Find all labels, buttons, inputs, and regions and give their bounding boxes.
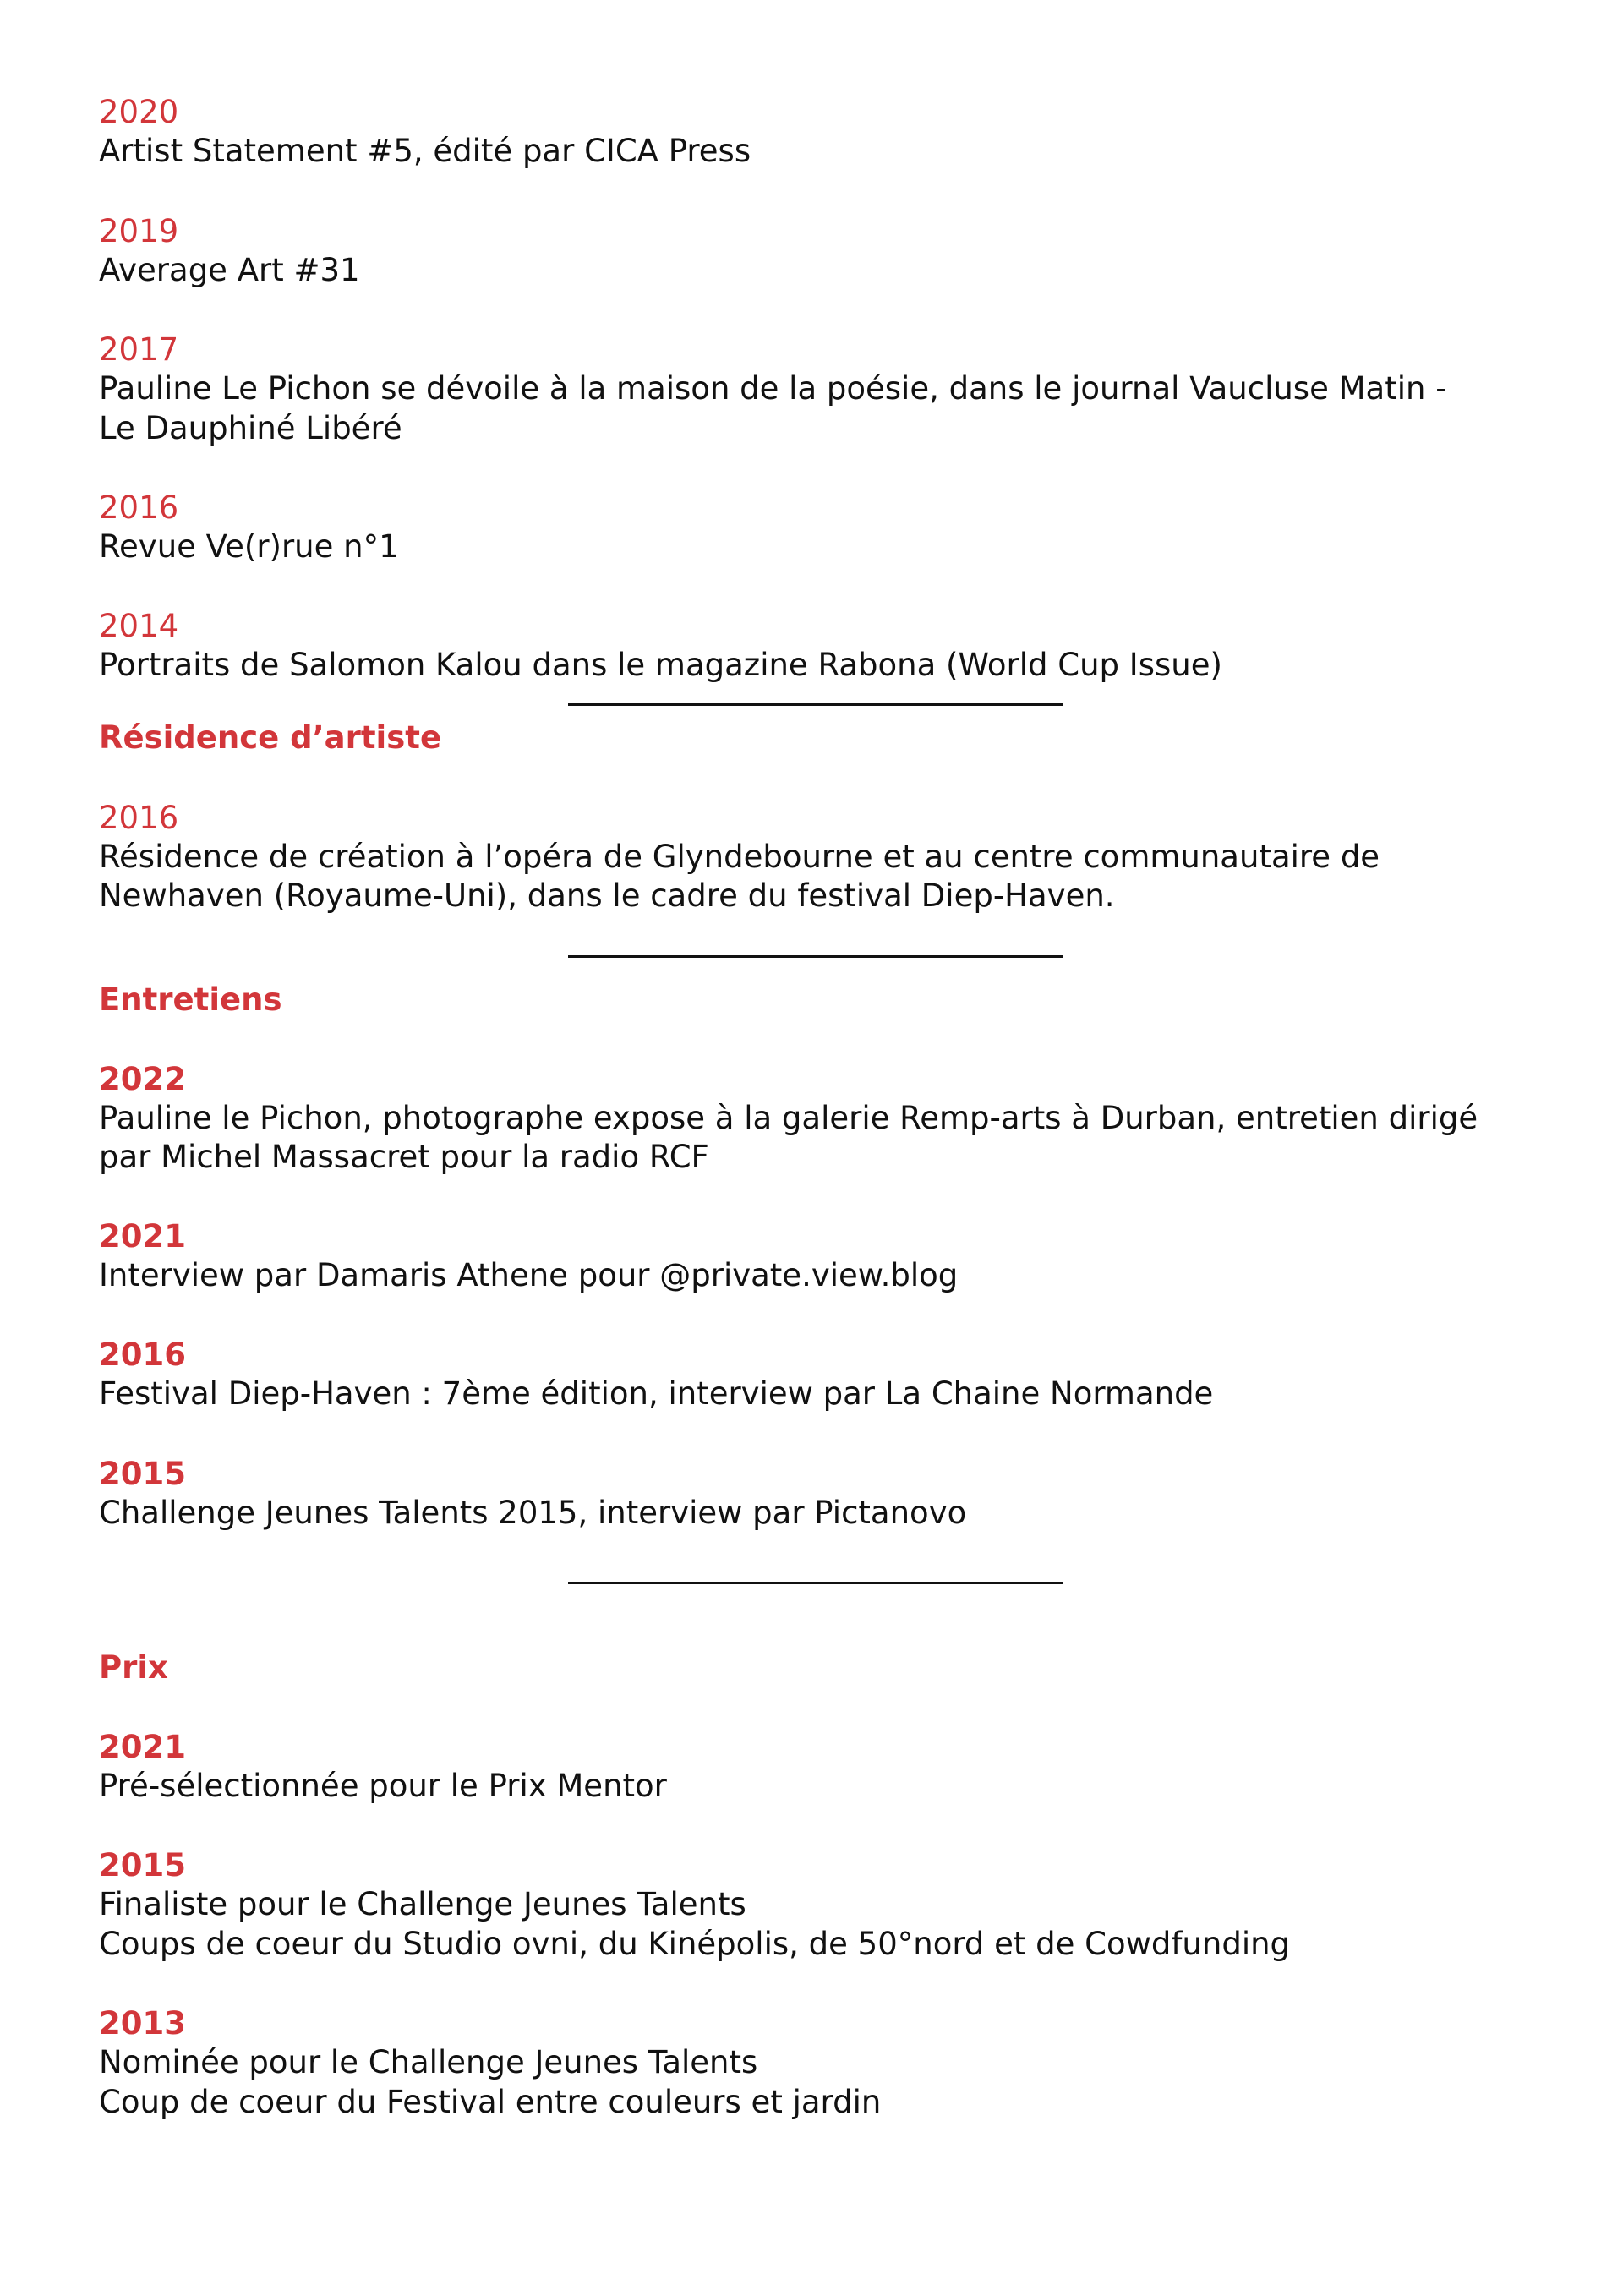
prize-entry: Finaliste pour le Challenge Jeunes Talents <box>99 1886 746 1922</box>
interview-year: 2015 <box>99 1456 186 1492</box>
publication-entry: Artist Statement #5, édité par CICA Press <box>99 133 751 169</box>
interview-entry: Challenge Jeunes Talents 2015, interview par Pictanovo <box>99 1495 967 1531</box>
interview-year: 2022 <box>99 1061 186 1097</box>
prize-entry-continued: Coups de coeur du Studio ovni, du Kinépolis, de 50°nord et de Cowdfunding <box>99 1926 1291 1962</box>
section-heading-residence: Résidence d’artiste <box>99 719 442 756</box>
interview-entry: Interview par Damaris Athene pour @private.view.blog <box>99 1257 959 1293</box>
publication-entry: Pauline Le Pichon se dévoile à la maison de la poésie, dans le journal Vaucluse Matin - <box>99 370 1447 407</box>
interview-entry: Pauline le Pichon, photographe expose à la galerie Remp-arts à Durban, entretien dirigé <box>99 1100 1478 1136</box>
section-divider <box>568 1582 1063 1584</box>
residence-entry: Résidence de création à l’opéra de Glyndebourne et au centre communautaire de <box>99 839 1380 875</box>
publication-entry-continued: Le Dauphiné Libéré <box>99 410 402 446</box>
residence-year: 2016 <box>99 800 179 836</box>
publication-year: 2016 <box>99 489 179 526</box>
section-heading-prizes: Prix <box>99 1649 168 1686</box>
residence-entry-continued: Newhaven (Royaume-Uni), dans le cadre du festival Diep-Haven. <box>99 877 1115 914</box>
publication-entry: Average Art #31 <box>99 252 360 288</box>
prize-year: 2013 <box>99 2005 186 2042</box>
interview-year: 2016 <box>99 1337 186 1373</box>
section-heading-interviews: Entretiens <box>99 981 282 1018</box>
interview-year: 2021 <box>99 1218 186 1255</box>
publication-year: 2020 <box>99 94 179 130</box>
prize-entry-continued: Coup de coeur du Festival entre couleurs et jardin <box>99 2084 882 2120</box>
publication-year: 2017 <box>99 331 179 368</box>
prize-entry: Pré-sélectionnée pour le Prix Mentor <box>99 1768 667 1804</box>
section-divider <box>568 955 1063 958</box>
interview-entry: Festival Diep-Haven : 7ème édition, interview par La Chaine Normande <box>99 1375 1214 1412</box>
prize-year: 2015 <box>99 1847 186 1883</box>
prize-entry: Nominée pour le Challenge Jeunes Talents <box>99 2044 758 2080</box>
interview-entry-continued: par Michel Massacret pour la radio RCF <box>99 1139 709 1175</box>
publication-entry: Portraits de Salomon Kalou dans le magazine Rabona (World Cup Issue) <box>99 647 1222 683</box>
publication-entry: Revue Ve(r)rue n°1 <box>99 528 399 565</box>
prize-year: 2021 <box>99 1729 186 1765</box>
publication-year: 2019 <box>99 213 179 249</box>
section-divider <box>568 703 1063 706</box>
publication-year: 2014 <box>99 608 179 644</box>
